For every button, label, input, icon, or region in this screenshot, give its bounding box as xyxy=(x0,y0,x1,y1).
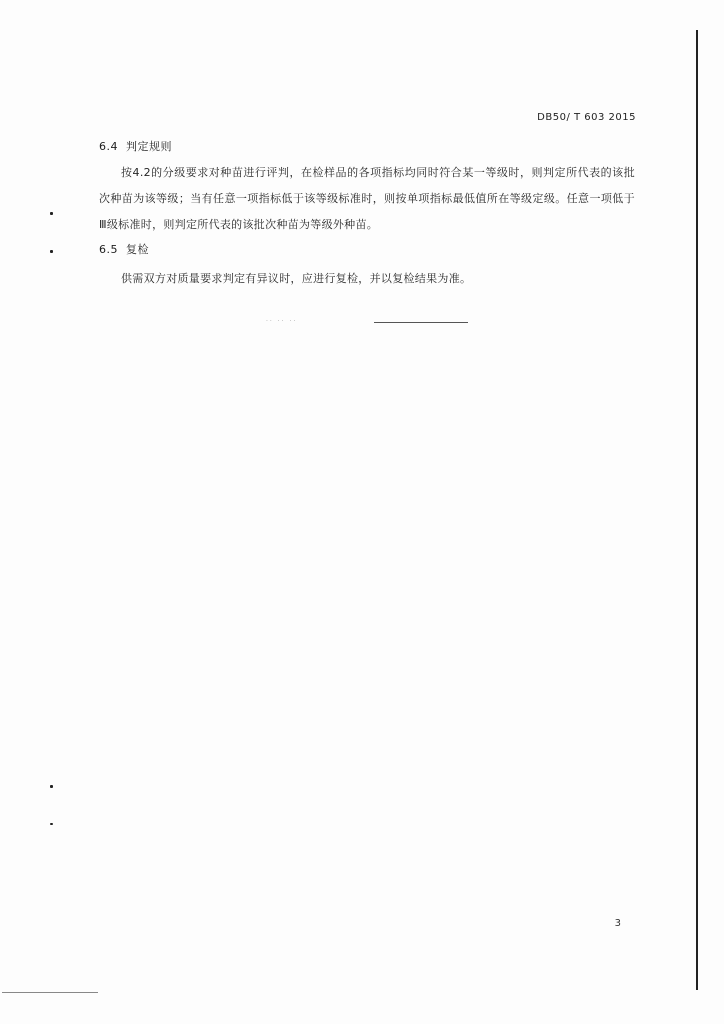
standard-code: DB50/ T 603 2015 xyxy=(537,112,636,123)
section-heading-6-4 xyxy=(99,138,172,154)
end-divider xyxy=(374,322,468,323)
page-number: 3 xyxy=(614,918,621,929)
scan-mark xyxy=(50,785,53,788)
section-number: 6.5 xyxy=(99,243,118,256)
scan-edge-line xyxy=(696,30,698,990)
scan-mark xyxy=(50,823,53,825)
section-paragraph-6-5: 供需双方对质量要求判定有异议时，应进行复检，并以复检结果为准。 xyxy=(121,272,472,285)
end-divider-dots: ·· ·· ·· xyxy=(266,318,298,325)
scan-mark xyxy=(50,212,53,215)
section-paragraph-6-4: 按4.2的分级要求对种苗进行评判，在检样品的各项指标均同时符合某一等级时，则判定所代表的该批次种苗为该等级；当有任意一项指标低于该等级标准时，则按单项指标最低值所在等级定级。任意一项低于Ⅲ级标准时，则判定所代表的该批次种苗为等级外种苗。 xyxy=(99,166,635,231)
section-number: 6.4 xyxy=(99,140,118,153)
bottom-rule xyxy=(2,992,98,993)
scan-mark xyxy=(50,250,53,253)
section-heading-6-5 xyxy=(99,241,149,257)
section-title: 复检 xyxy=(126,243,149,256)
section-title: 判定规则 xyxy=(126,140,172,153)
